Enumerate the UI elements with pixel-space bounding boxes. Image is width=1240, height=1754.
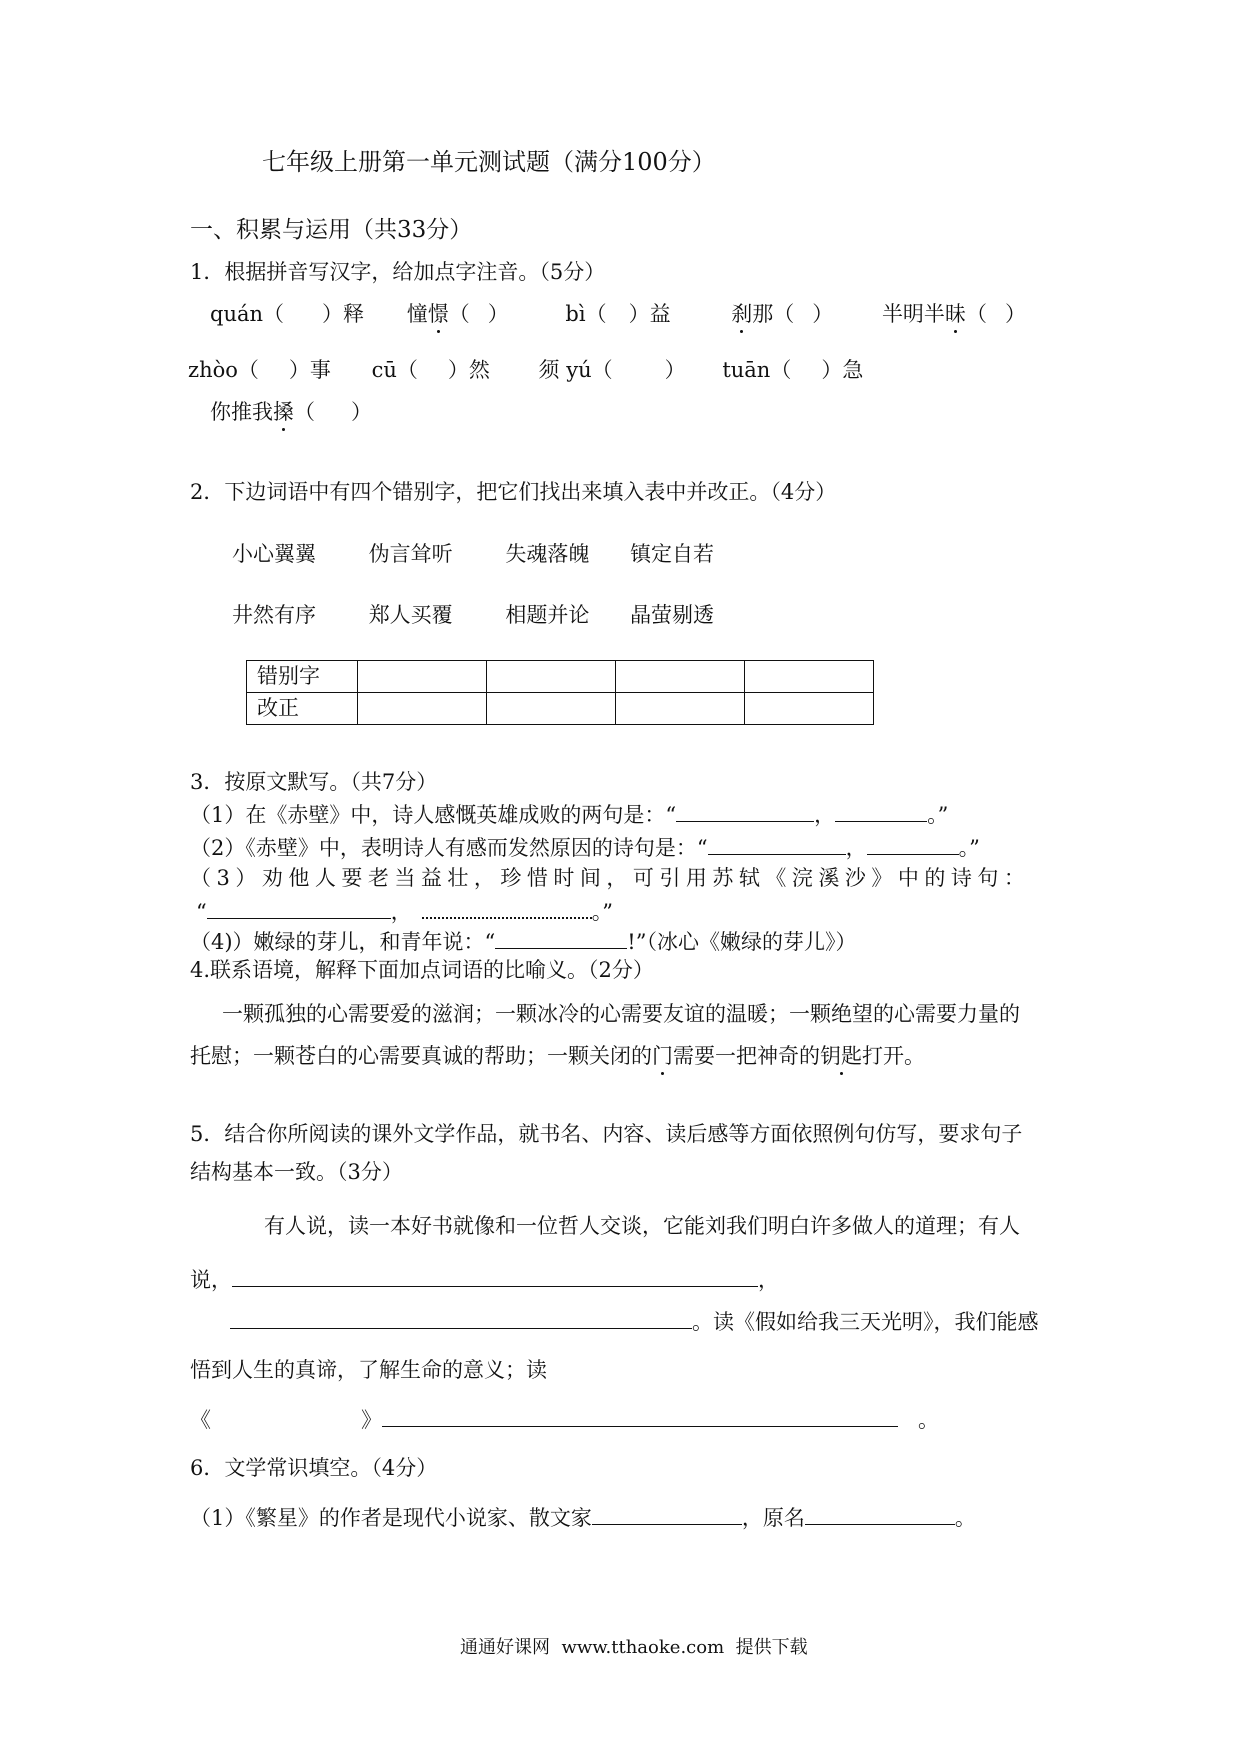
blank[interactable]	[867, 832, 959, 855]
answer-cell[interactable]	[616, 693, 745, 725]
table-row	[247, 693, 874, 725]
question-6-line-1: （1）《繁星》的作者是现代小说家、散文家 ，原名 。	[190, 1502, 976, 1532]
question-1-row-1: quán（ ）释 憧憬（ ） bì（ ）益 刹那（ ） 半明半昧（ ）	[210, 302, 1026, 326]
question-3-line-1: （1）在《赤壁》中，诗人感慨英雄成败的两句是：“ ， 。”	[190, 799, 948, 829]
table-row	[247, 661, 874, 693]
question-1-stem: 1．根据拼音写汉字，给加点字注音。（5分）	[190, 260, 606, 284]
page-title: 七年级上册第一单元测试题（满分100分）	[262, 148, 716, 176]
question-2-words-row-1: 小心翼翼 伪言耸听 失魂落魄 镇定自若	[232, 542, 715, 566]
table-header-cell: 改正	[247, 693, 358, 725]
question-4-passage-line-1: 一颗孤独的心需要爱的滋润；一颗冰冷的心需要友谊的温暖；一颗绝望的心需要力量的	[222, 1002, 1020, 1026]
question-3-line-3: （3）劝他人要老当益壮，珍惜时间，可引用苏轼《浣溪沙》中的诗句：	[190, 866, 1031, 890]
question-2-stem: 2．下边词语中有四个错别字，把它们找出来填入表中并改正。（4分）	[190, 480, 837, 504]
question-3-stem: 3．按原文默写。（共7分）	[190, 770, 438, 794]
blank[interactable]	[805, 1502, 955, 1525]
blank[interactable]	[592, 1502, 742, 1525]
answer-cell[interactable]	[487, 693, 616, 725]
question-1-row-2: zhòo（ ）事 cū（ ）然 须 yú（ ） tuān（ ）急	[188, 358, 864, 382]
blank[interactable]	[207, 896, 391, 919]
question-5-line-4: 悟到人生的真谛，了解生命的意义；读	[190, 1358, 547, 1382]
question-5-stem-line-1: 5．结合你所阅读的课外文学作品，就书名、内容、读后感等方面依照例句仿写，要求句子	[190, 1122, 1023, 1146]
question-1-row-3: 你推我搡（ ）	[210, 400, 372, 424]
question-2-words-row-2: 井然有序 郑人买覆 相题并论 晶萤剔透	[232, 603, 715, 627]
blank[interactable]	[676, 799, 814, 822]
question-4-stem: 4.联系语境，解释下面加点词语的比喻义。（2分）	[190, 958, 654, 982]
blank[interactable]	[232, 1264, 758, 1287]
question-3-line-2: （2）《赤壁》中，表明诗人有感而发然原因的诗句是：“ ， 。”	[190, 832, 980, 862]
answer-cell[interactable]	[745, 693, 874, 725]
answer-cell[interactable]	[358, 661, 487, 693]
question-5-line-3: 。读《假如给我三天光明》，我们能感	[230, 1306, 1039, 1336]
question-5-example-line: 有人说，读一本好书就像和一位哲人交谈，它能刘我们明白许多做人的道理；有人	[264, 1214, 1020, 1238]
page-footer: 通通好课网 www.tthaoke.com 提供下载	[460, 1637, 808, 1658]
blank[interactable]	[230, 1306, 692, 1329]
question-5-stem-line-2: 结构基本一致。（3分）	[190, 1160, 403, 1184]
question-6-stem: 6．文学常识填空。（4分）	[190, 1456, 438, 1480]
answer-cell[interactable]	[358, 693, 487, 725]
blank[interactable]	[835, 799, 927, 822]
table-header-cell: 错别字	[247, 661, 358, 693]
section-heading: 一、积累与运用（共33分）	[190, 217, 473, 243]
question-5-line-2: 说， ，	[190, 1264, 779, 1294]
answer-cell[interactable]	[487, 661, 616, 693]
blank[interactable]	[382, 1404, 898, 1427]
answer-cell[interactable]	[745, 661, 874, 693]
blank[interactable]	[495, 926, 627, 949]
question-3-line-4: “ ， 。”	[196, 895, 613, 926]
question-5-line-5: 《 》 。	[190, 1404, 939, 1434]
blank[interactable]	[422, 895, 592, 919]
correction-table	[246, 660, 874, 725]
answer-cell[interactable]	[616, 661, 745, 693]
question-4-passage-line-2: 托慰；一颗苍白的心需要真诚的帮助；一颗关闭的门需要一把神奇的钥匙打开。	[190, 1044, 925, 1068]
question-3-line-5: （4)）嫩绿的芽儿，和青年说：“ !”（冰心《嫩绿的芽儿》）	[190, 926, 856, 956]
blank[interactable]	[708, 832, 846, 855]
